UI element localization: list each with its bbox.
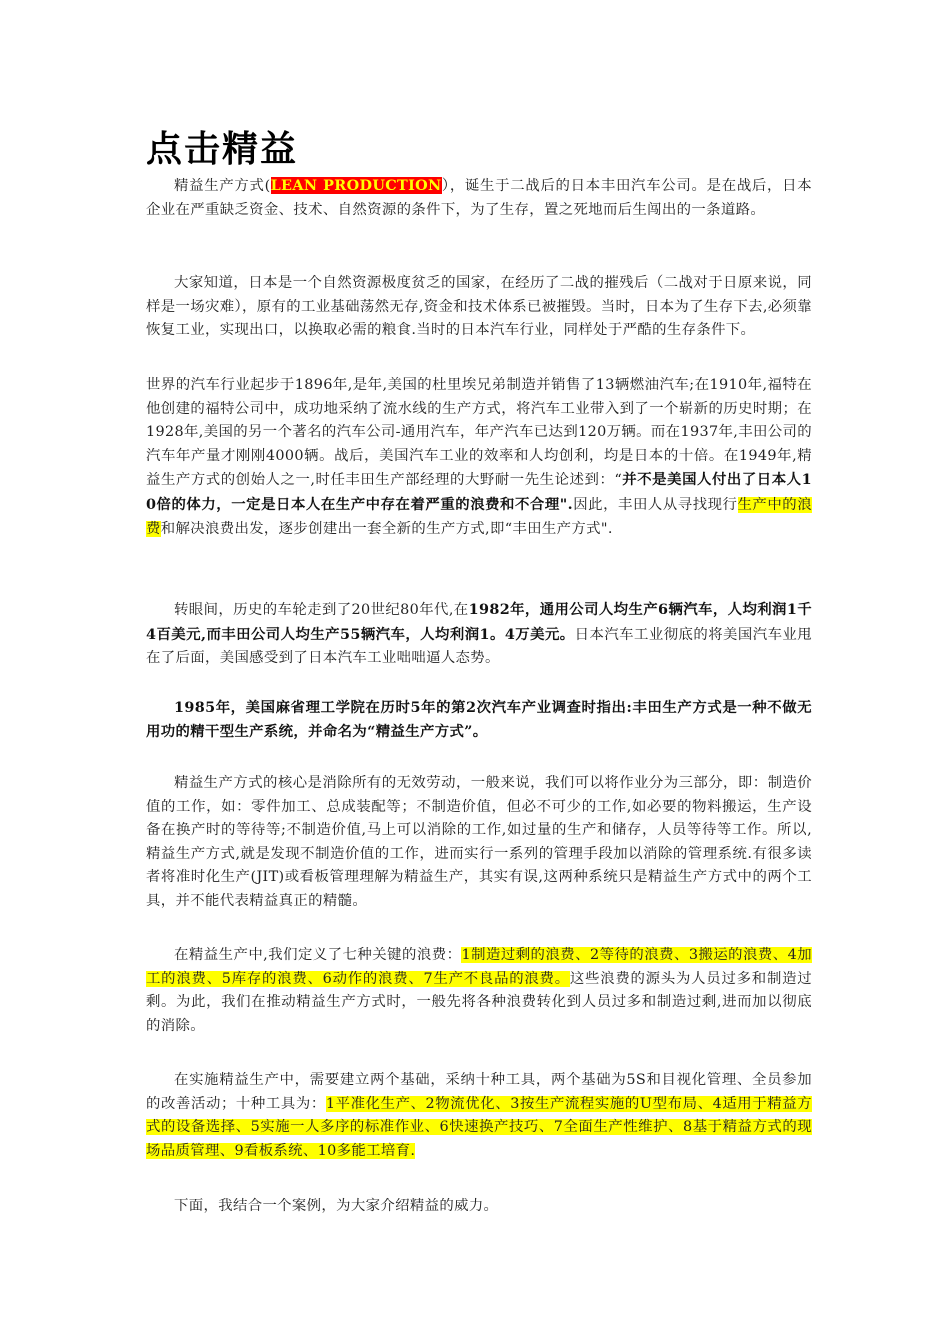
paragraph-mit-1985: 1985年，美国麻省理工学院在历时5年的第2次汽车产业调查时指出:丰田生产方式是一种不做无用功的精干型生产系统，并命名为“精益生产方式”。: [146, 699, 812, 740]
paragraph-seven-wastes: 在精益生产中,我们定义了七种关键的浪费：1制造过剩的浪费、2等待的浪费、3搬运的浪费、4加工的浪费、5库存的浪费、6动作的浪费、7生产不良品的浪费。这些浪费的源头为人员过多和制造过剩。为此，我们在推动精益生产方式时，一般先将各种浪费转化到人员过多和制造过剩,进而加以彻底的消除。: [146, 947, 813, 1034]
ohno-quote: 并不是美国人付出了日本人10倍的体力，一定是日本人在生产中存在着严重的浪费和不合理".: [146, 471, 812, 513]
paragraph-1980s: 转眼间，历史的车轮走到了20世纪80年代,在1982年，通用公司人均生产6辆汽车，人均利润1千4百美元,而丰田公司人均生产55辆汽车，人均利润1。4万美元。日本汽车工业彻底的将美国汽车业甩在了后面，美国感受到了日本汽车工业咄咄逼人态势。: [146, 601, 812, 667]
paragraph-japan-context: 大家知道，日本是一个自然资源极度贫乏的国家，在经历了二战的摧残后（二战对于日原来说，同样是一场灾难），原有的工业基础荡然无存,资金和技术体系已被摧毁。当时，日本为了生存下去,必须靠恢复工业，实现出口，以换取必需的粮食.当时的日本汽车行业，同样处于严酷的生存条件下。: [146, 275, 812, 339]
paragraph-core-idea: 精益生产方式的核心是消除所有的无效劳动，一般来说，我们可以将作业分为三部分，即：制造价值的工作，如：零件加工、总成装配等；不制造价值，但必不可少的工作,如必要的物料搬运，生产设备在换产时的等待等;不制造价值,马上可以消除的工作,如过量的生产和储存，人员等待等工作。所以,精益生产方式,就是发现不制造价值的工作，进而实行一系列的管理手段加以消除的管理系统.有很多读者将准时化生产(JIT)或看板管理理解为精益生产，其实有误,这两种系统只是精益生产方式中的两个工具，并不能代表精益真正的精髓。: [146, 775, 812, 909]
paragraph-history: 世界的汽车行业起步于1896年,是年,美国的杜里埃兄弟制造并销售了13辆燃油汽车;在1910年,福特在他创建的福特公司中，成功地采纳了流水线的生产方式，将汽车工业带入到了一个崭新的历史时期；在1928年,美国的另一个著名的汽车公司-通用汽车，年产汽车已达到120万辆。而在1937年,丰田公司的汽车年产量才刚刚4000辆。战后，美国汽车工业的效率和人均创利，均是日本的十倍。在1949年,精益生产方式的创始人之一,时任丰田生产部经理的大野耐一先生论述到：“并不是美国人付出了日本人10倍的体力，一定是日本人在生产中存在着严重的浪费和不合理".因此，丰田人从寻找现行生产中的浪费和解决浪费出发，逐步创建出一套全新的生产方式,即“丰田生产方式".: [146, 377, 812, 537]
productivity-comparison: 1982年，通用公司人均生产6辆汽车，人均利润1千4百美元,而丰田公司人均生产55辆汽车，人均利润1。4万美元。: [146, 601, 812, 643]
ten-tools-highlight: 1平准化生产、2物流优化、3按生产流程实施的U型布局、4适用于精益方式的设备选择、5实施一人多序的标准作业、6快速换产技巧、7全面生产性维护、8基于精益方式的现场品质管理、9看板系统、10多能工培育.: [146, 1095, 812, 1159]
lean-production-highlight: LEAN PRODUCTION: [270, 177, 442, 194]
seven-wastes-highlight: 1制造过剩的浪费、2等待的浪费、3搬运的浪费、4加工的浪费、5库存的浪费、6动作的浪费、7生产不良品的浪费。: [146, 947, 813, 987]
waste-highlight: 生产中的浪费: [146, 496, 812, 537]
paragraph-case-intro: 下面，我结合一个案例，为大家介绍精益的威力。: [174, 1198, 499, 1214]
paragraph-tools: 在实施精益生产中，需要建立两个基础，采纳十种工具，两个基础为5S和目视化管理、全员参加的改善活动；十种工具为：1平准化生产、2物流优化、3按生产流程实施的U型布局、4适用于精益方式的设备选择、5实施一人多序的标准作业、6快速换产技巧、7全面生产性维护、8基于精益方式的现场品质管理、9看板系统、10多能工培育.: [146, 1072, 812, 1159]
page-title: 点击精益: [146, 129, 299, 170]
paragraph-intro: 精益生产方式(LEAN PRODUCTION），诞生于二战后的日本丰田汽车公司。是在战后，日本企业在严重缺乏资金、技术、自然资源的条件下，为了生存，置之死地而后生闯出的一条道路。: [146, 177, 812, 218]
